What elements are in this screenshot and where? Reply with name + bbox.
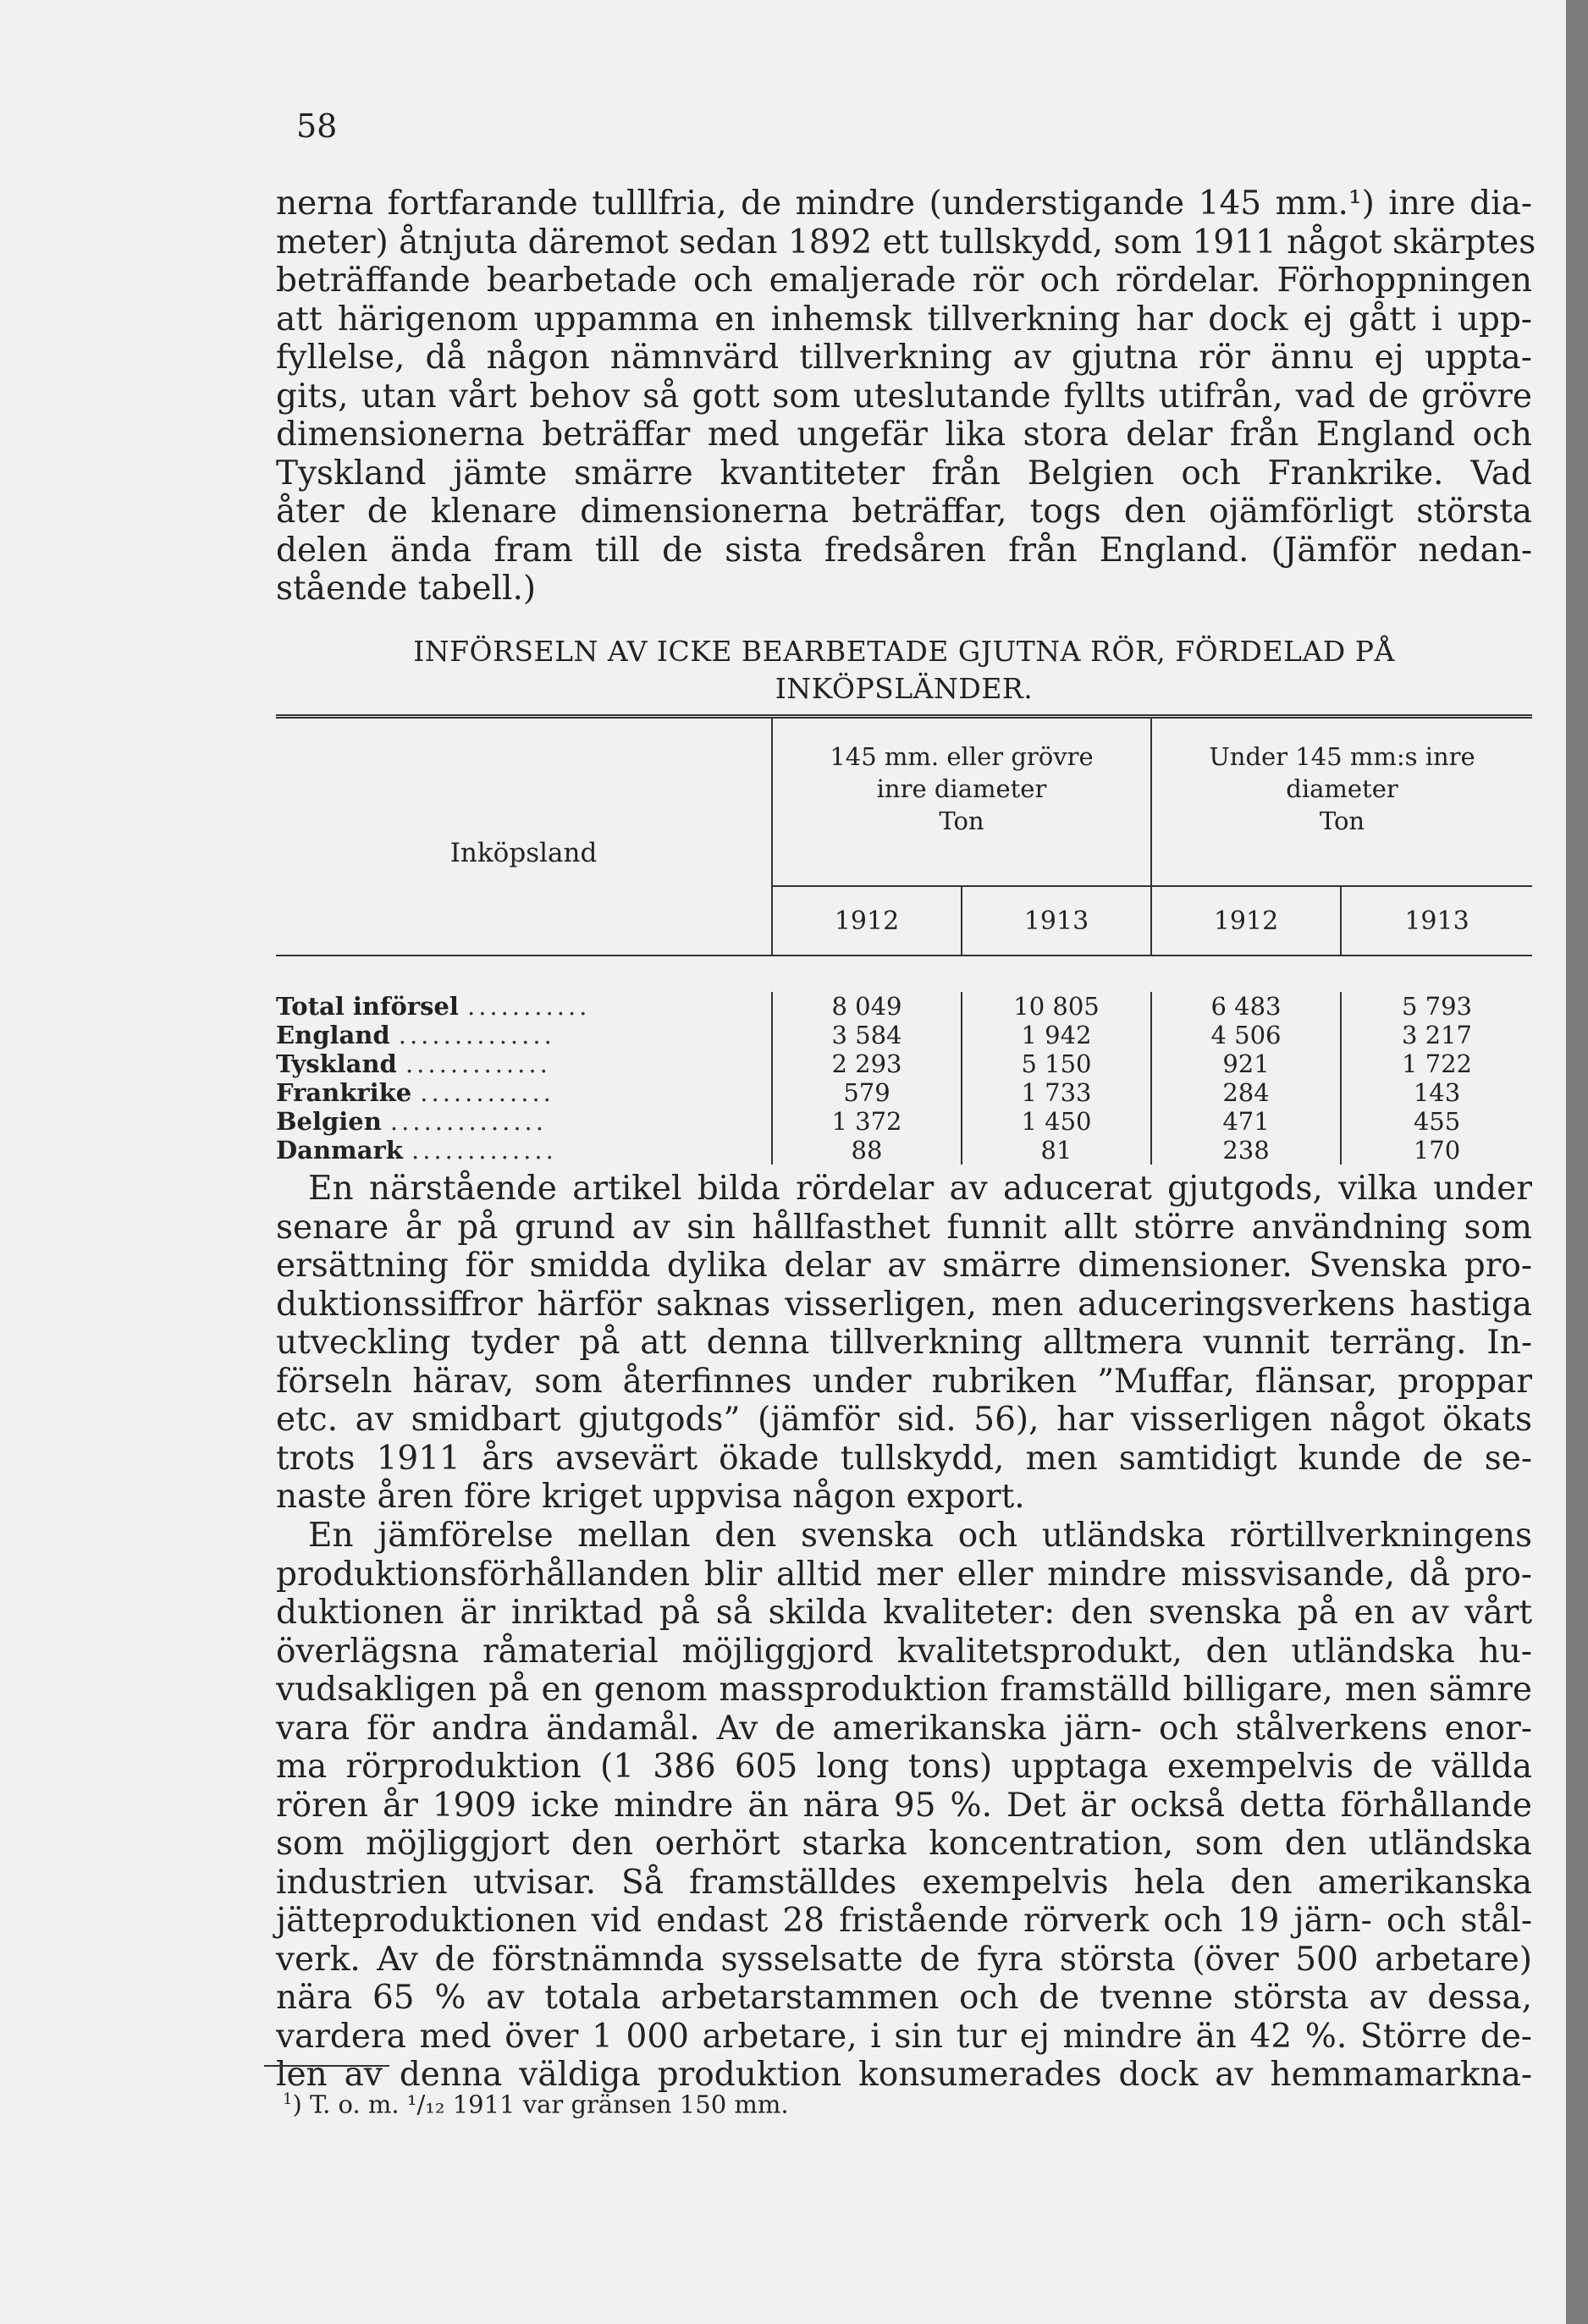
text-line: delen ända fram till de sista fredsåren från England. (Jämför nedan-: [276, 531, 1532, 570]
row-label: [276, 1049, 772, 1078]
text-line: ma rörproduktion (1 386 605 long tons) upptaga exempelvis de vällda: [276, 1748, 1532, 1786]
leader-dots: .............: [411, 1136, 557, 1165]
page-edge: [1566, 0, 1588, 2324]
text-line: förseln härav, som återfinnes under rubriken ”Muffar, flänsar, proppar: [276, 1362, 1532, 1401]
year-header: 1912: [772, 886, 962, 955]
text-line: vardera med över 1 000 arbetare, i sin tur ej mindre än 42 %. Större de-: [276, 2017, 1532, 2056]
table-row: [276, 1021, 1532, 1049]
text-line: stående tabell.): [276, 570, 537, 608]
group2-title-line1: Under 145 mm:s inre: [1209, 742, 1475, 771]
cell-value: 81: [962, 1136, 1151, 1165]
cell-value: 1 372: [772, 1107, 962, 1136]
text-line: En jämförelse mellan den svenska och utländska rörtillverkningens: [308, 1517, 1532, 1555]
text-line: fyllelse, då någon nämnvärd tillverkning av gjutna rör ännu ej uppta-: [276, 339, 1532, 377]
table-row: [276, 992, 1532, 1021]
cell-value: 4 506: [1151, 1021, 1341, 1049]
group1-unit: Ton: [939, 807, 984, 835]
row-label: [276, 1021, 772, 1049]
text-line: som möjliggjort den oerhört starka koncentration, som den utländska: [276, 1825, 1532, 1863]
cell-value: 2 293: [772, 1049, 962, 1078]
cell-value: 5 150: [962, 1049, 1151, 1078]
year-header: 1913: [962, 886, 1151, 955]
year-header: 1913: [1341, 886, 1532, 955]
country-name: Tyskland: [276, 1049, 397, 1078]
text-line: Tyskland jämte smärre kvantiteter från Belgien och Frankrike. Vad: [276, 454, 1532, 493]
text-line: jätteproduktionen vid endast 28 fristående rörverk och 19 järn- och stål-: [276, 1902, 1532, 1940]
footnote-marker: 1: [283, 2090, 293, 2108]
footnote: [283, 2084, 789, 2120]
text-line: produktionsförhållanden blir alltid mer eller mindre missvisande, då pro-: [276, 1555, 1532, 1594]
group1-title-line2: inre diameter: [876, 774, 1047, 803]
table-row: [276, 1049, 1532, 1078]
text-line: vudsakligen på en genom massproduktion framställd billigare, men sämre: [276, 1671, 1532, 1709]
text-line: att härigenom uppamma en inhemsk tillverkning har dock ej gått i upp-: [276, 300, 1532, 339]
year-header: 1912: [1151, 886, 1341, 955]
cell-value: 1 733: [962, 1078, 1151, 1107]
page-number: 58: [296, 107, 338, 145]
cell-value: 921: [1151, 1049, 1341, 1078]
text-line: trots 1911 års avsevärt ökade tullskydd, men samtidigt kunde de se-: [276, 1439, 1532, 1478]
text-line: dimensionerna beträffar med ungefär lika stora delar från England och: [276, 416, 1532, 454]
text-line: naste åren före kriget uppvisa någon export.: [276, 1478, 1025, 1516]
row-label: [276, 1136, 772, 1165]
row-label: [276, 1078, 772, 1107]
paragraph-2: [276, 1170, 1532, 1517]
group2-title-line2: diameter: [1286, 774, 1398, 803]
group1-title-line1: 145 mm. eller grövre: [830, 742, 1094, 771]
cell-value: 1 722: [1401, 1049, 1473, 1078]
text-line: nerna fortfarande tulllfria, de mindre (understigande 145 mm.¹) inre dia-: [276, 184, 1532, 223]
leader-dots: ..............: [398, 1021, 555, 1049]
text-line: En närstående artikel bilda rördelar av aducerat gjutgods, vilka under: [308, 1170, 1532, 1208]
text-line: rören år 1909 icke mindre än nära 95 %. Det är också detta förhållande: [276, 1786, 1532, 1825]
text-line: industrien utvisar. Så framställdes exempelvis hela den amerikanska: [276, 1863, 1532, 1902]
cell-value: 3 217: [1401, 1021, 1473, 1049]
footnote-text: ) T. o. m. ¹/₁₂ 1911 var gränsen 150 mm.: [292, 2090, 789, 2119]
cell-value: 143: [1413, 1078, 1461, 1107]
text-line: senare år på grund av sin hållfasthet funnit allt större användning som: [276, 1208, 1532, 1247]
country-name: Belgien: [276, 1107, 382, 1136]
text-line: etc. av smidbart gjutgods” (jämför sid. 56), har visserligen något ökats: [276, 1401, 1532, 1439]
paragraph-1: [276, 184, 1536, 609]
text-line: duktionssiffror härför saknas visserligen, men aduceringsverkens hastiga: [276, 1285, 1532, 1324]
text-line: överlägsna råmaterial möjliggjord kvalitetsprodukt, den utländska hu-: [276, 1632, 1532, 1671]
country-name: England: [276, 1021, 390, 1049]
row-label: [276, 992, 772, 1021]
country-name: Frankrike: [276, 1078, 412, 1107]
text-line: duktionen är inriktad på så skilda kvaliteter: den svenska på en av vårt: [276, 1594, 1532, 1632]
text-line: len av denna väldiga produktion konsumerades dock av hemmamarkna-: [276, 2056, 1532, 2094]
text-line: vara för andra ändamål. Av de amerikanska järn- och stålverkens enor-: [276, 1709, 1532, 1748]
text-line: verk. Av de förstnämnda sysselsatte de fyra största (över 500 arbetare): [276, 1940, 1532, 1979]
leader-dots: ...........: [467, 992, 591, 1021]
table-title-line-1: INFÖRSELN AV ICKE BEARBETADE GJUTNA RÖR, FÖRDELAD PÅ: [413, 635, 1395, 668]
country-name: Danmark: [276, 1136, 403, 1165]
group2-unit: Ton: [1319, 807, 1365, 835]
cell-value: 8 049: [772, 992, 962, 1021]
table-title-line-2: INKÖPSLÄNDER.: [775, 672, 1034, 705]
cell-value: 1 942: [962, 1021, 1151, 1049]
country-name: Total införsel: [276, 992, 459, 1021]
group-header-large-diameter: [772, 717, 1151, 887]
table-title: [276, 633, 1532, 708]
cell-value: 1 450: [962, 1107, 1151, 1136]
text-line: utveckling tyder på att denna tillverkning alltmera vunnit terräng. In-: [276, 1324, 1532, 1362]
country-column-header: Inköpsland: [276, 717, 772, 956]
paragraph-3: [276, 1517, 1532, 2095]
table-row: [276, 1107, 1532, 1136]
text-line: åter de klenare dimensionerna beträffar, togs den ojämförligt största: [276, 493, 1532, 531]
leader-dots: ............: [420, 1078, 554, 1107]
cell-value: 5 793: [1401, 992, 1473, 1021]
cell-value: 284: [1151, 1078, 1341, 1107]
cell-value: 579: [772, 1078, 962, 1107]
cell-value: 10 805: [962, 992, 1151, 1021]
table-row: [276, 1078, 1532, 1107]
cell-value: 6 483: [1151, 992, 1341, 1021]
cell-value: 3 584: [772, 1021, 962, 1049]
footnote-divider: [264, 2065, 389, 2067]
leader-dots: .............: [405, 1049, 551, 1078]
group-header-small-diameter: [1151, 717, 1532, 887]
text-line: ersättning för smidda dylika delar av smärre dimensioner. Svenska pro-: [276, 1247, 1532, 1285]
cell-value: 471: [1151, 1107, 1341, 1136]
import-table: [276, 714, 1532, 1165]
cell-value: 238: [1151, 1136, 1341, 1165]
row-label: [276, 1107, 772, 1136]
cell-value: 88: [772, 1136, 962, 1165]
cell-value: 170: [1413, 1136, 1461, 1165]
leader-dots: ..............: [389, 1107, 547, 1136]
text-line: gits, utan vårt behov så gott som uteslutande fyllts utifrån, vad de grövre: [276, 377, 1532, 416]
text-line: nära 65 % av totala arbetarstammen och de tvenne största av dessa,: [276, 1979, 1532, 2017]
table-row: [276, 1136, 1532, 1165]
cell-value: 455: [1413, 1107, 1461, 1136]
text-line: meter) åtnjuta däremot sedan 1892 ett tullskydd, som 1911 något skärptes: [276, 223, 1536, 262]
text-line: beträffande bearbetade och emaljerade rör och rördelar. Förhoppningen: [276, 262, 1532, 300]
